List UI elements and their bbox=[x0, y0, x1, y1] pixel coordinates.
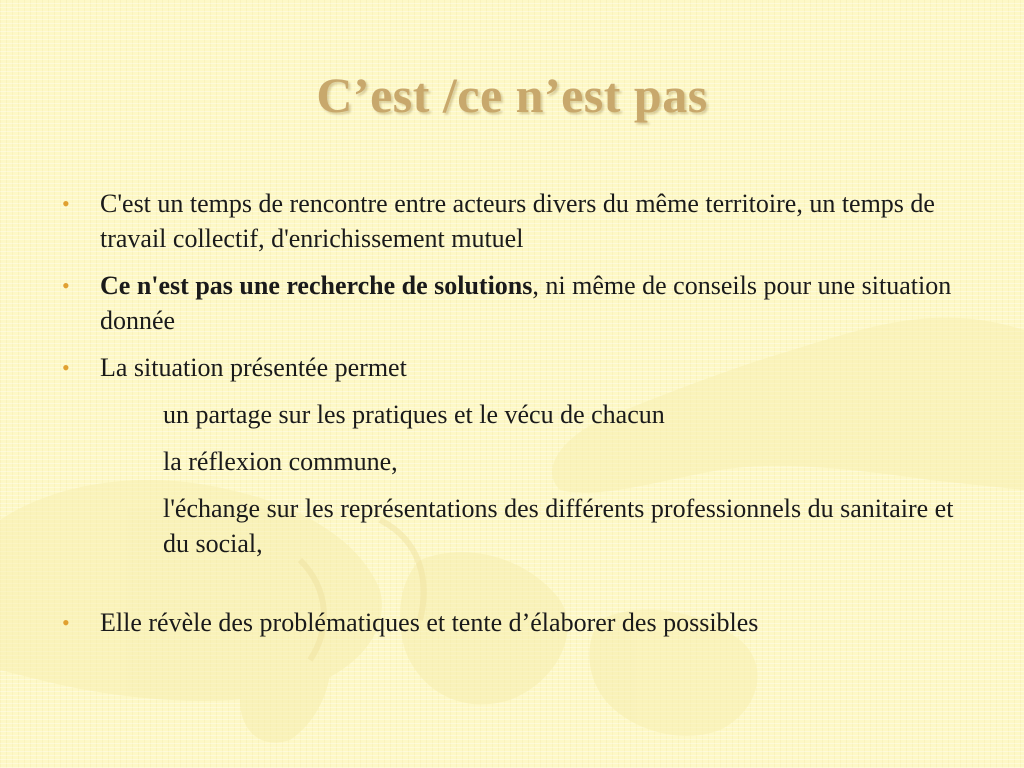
bullet-icon: • bbox=[62, 273, 70, 298]
bullet-icon: • bbox=[62, 355, 70, 380]
sub-item-1: un partage sur les pratiques et le vécu de chacun bbox=[163, 400, 665, 429]
bullet-item-3 bbox=[62, 350, 962, 385]
slide-title: C’est /ce n’est pas bbox=[316, 67, 708, 123]
bullet-icon: • bbox=[62, 610, 70, 635]
spacer bbox=[62, 573, 962, 605]
bullet-item-2 bbox=[62, 268, 962, 338]
bullet-text: C'est un temps de rencontre entre acteurs divers du même territoire, un temps de travail collectif, d'enrichissement mutuel bbox=[100, 189, 935, 253]
bullet-text: , ni même de conseils pour une situation donnée bbox=[100, 271, 952, 335]
bullet-bold-text: Ce n'est pas une recherche de solutions bbox=[100, 271, 533, 300]
bullet-item-1 bbox=[62, 186, 962, 256]
sub-item-2: la réflexion commune, bbox=[163, 447, 398, 476]
bullet-icon: • bbox=[62, 191, 70, 216]
sub-item-3: l'échange sur les représentations des différents professionnels du sanitaire et du social, bbox=[163, 494, 954, 558]
bullet-text: Elle révèle des problématiques et tente d’élaborer des possibles bbox=[100, 608, 759, 637]
slide-content bbox=[62, 186, 962, 652]
bullet-item-4 bbox=[62, 605, 962, 640]
bullet-text: La situation présentée permet bbox=[100, 353, 407, 382]
